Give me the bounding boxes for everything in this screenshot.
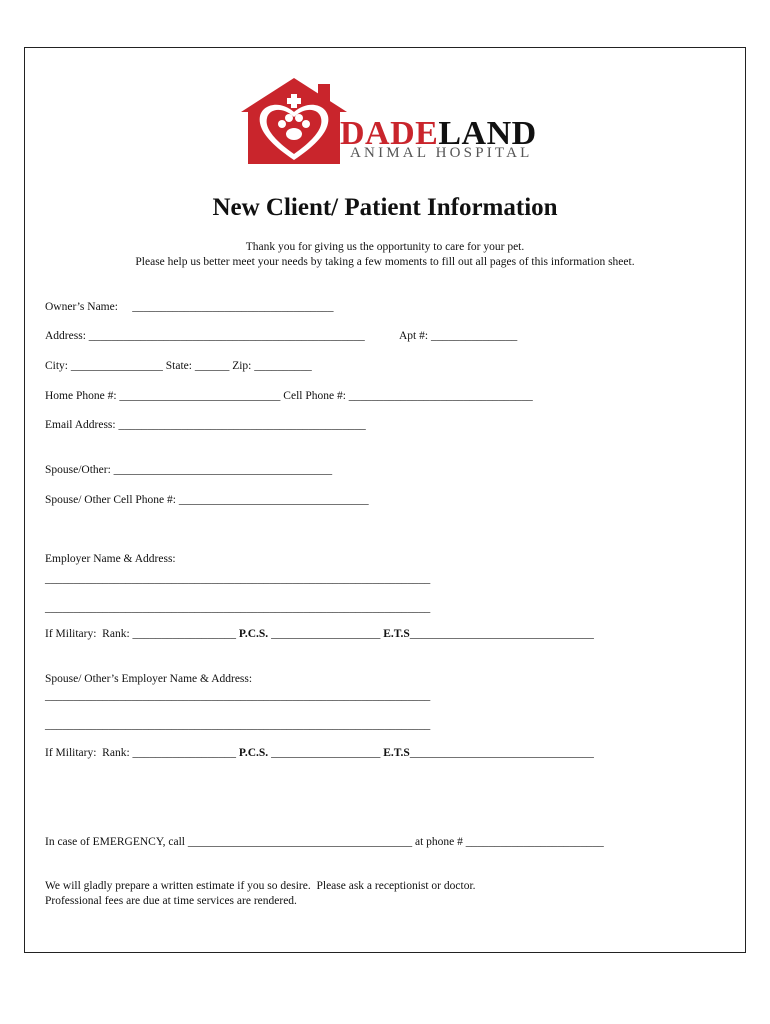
spouse-field[interactable]: Spouse/Other: ______________________________________: [45, 464, 333, 476]
page-title: New Client/ Patient Information: [212, 194, 558, 221]
pcs-line[interactable]: ___________________: [268, 747, 384, 759]
employer-line-1[interactable]: ___________________________________________________________________: [45, 573, 431, 585]
rank-line[interactable]: __________________: [132, 628, 239, 640]
intro-line-1: Thank you for giving us the opportunity to care for your pet.: [245, 241, 525, 253]
spouse-cell-field[interactable]: Spouse/ Other Cell Phone #: _________________________________: [45, 494, 369, 506]
military-label: If Military: Rank:: [45, 628, 133, 640]
ets-label: E.T.S: [383, 747, 410, 759]
brand-name-red: DADE: [340, 115, 439, 152]
pcs-label: P.C.S.: [238, 747, 269, 759]
city-state-zip-field[interactable]: City: ________________ State: ______ Zip: __________: [45, 360, 312, 372]
military-label: If Military: Rank:: [45, 747, 133, 759]
phone-fields[interactable]: Home Phone #: ____________________________ Cell Phone #: ________________________________: [45, 390, 533, 402]
ets-line[interactable]: ________________________________: [409, 628, 594, 640]
pcs-label: P.C.S.: [238, 628, 269, 640]
military-row-spouse[interactable]: [45, 746, 594, 760]
footer-line-1: We will gladly prepare a written estimate if you so desire. Please ask a receptionist or doctor.: [45, 880, 476, 892]
spouse-employer-line-1[interactable]: ___________________________________________________________________: [45, 690, 431, 702]
footer-line-2: Professional fees are due at time services are rendered.: [45, 895, 297, 907]
intro-line-2: Please help us better meet your needs by taking a few moments to fill out all pages of this information sheet.: [135, 256, 635, 268]
employer-line-2[interactable]: ___________________________________________________________________: [45, 602, 431, 614]
ets-line[interactable]: ________________________________: [409, 747, 594, 759]
address-field[interactable]: Address: ________________________________________________: [45, 330, 365, 342]
owner-name-field[interactable]: Owner’s Name: ___________________________________: [45, 301, 334, 313]
pcs-line[interactable]: ___________________: [268, 628, 384, 640]
military-row-owner[interactable]: [45, 627, 594, 641]
brand-name-black: LAND: [438, 115, 537, 152]
spouse-employer-line-2[interactable]: ___________________________________________________________________: [45, 719, 431, 731]
brand-subtitle: ANIMAL HOSPITAL: [350, 145, 533, 161]
spouse-employer-label: Spouse/ Other’s Employer Name & Address:: [45, 673, 253, 685]
email-field[interactable]: Email Address: ___________________________________________: [45, 419, 366, 431]
emergency-field[interactable]: In case of EMERGENCY, call _______________________________________ at phone # ________________________: [45, 836, 604, 848]
rank-line[interactable]: __________________: [132, 747, 239, 759]
ets-label: E.T.S: [383, 628, 410, 640]
employer-label: Employer Name & Address:: [45, 553, 176, 565]
apt-field[interactable]: Apt #: _______________: [399, 330, 518, 342]
